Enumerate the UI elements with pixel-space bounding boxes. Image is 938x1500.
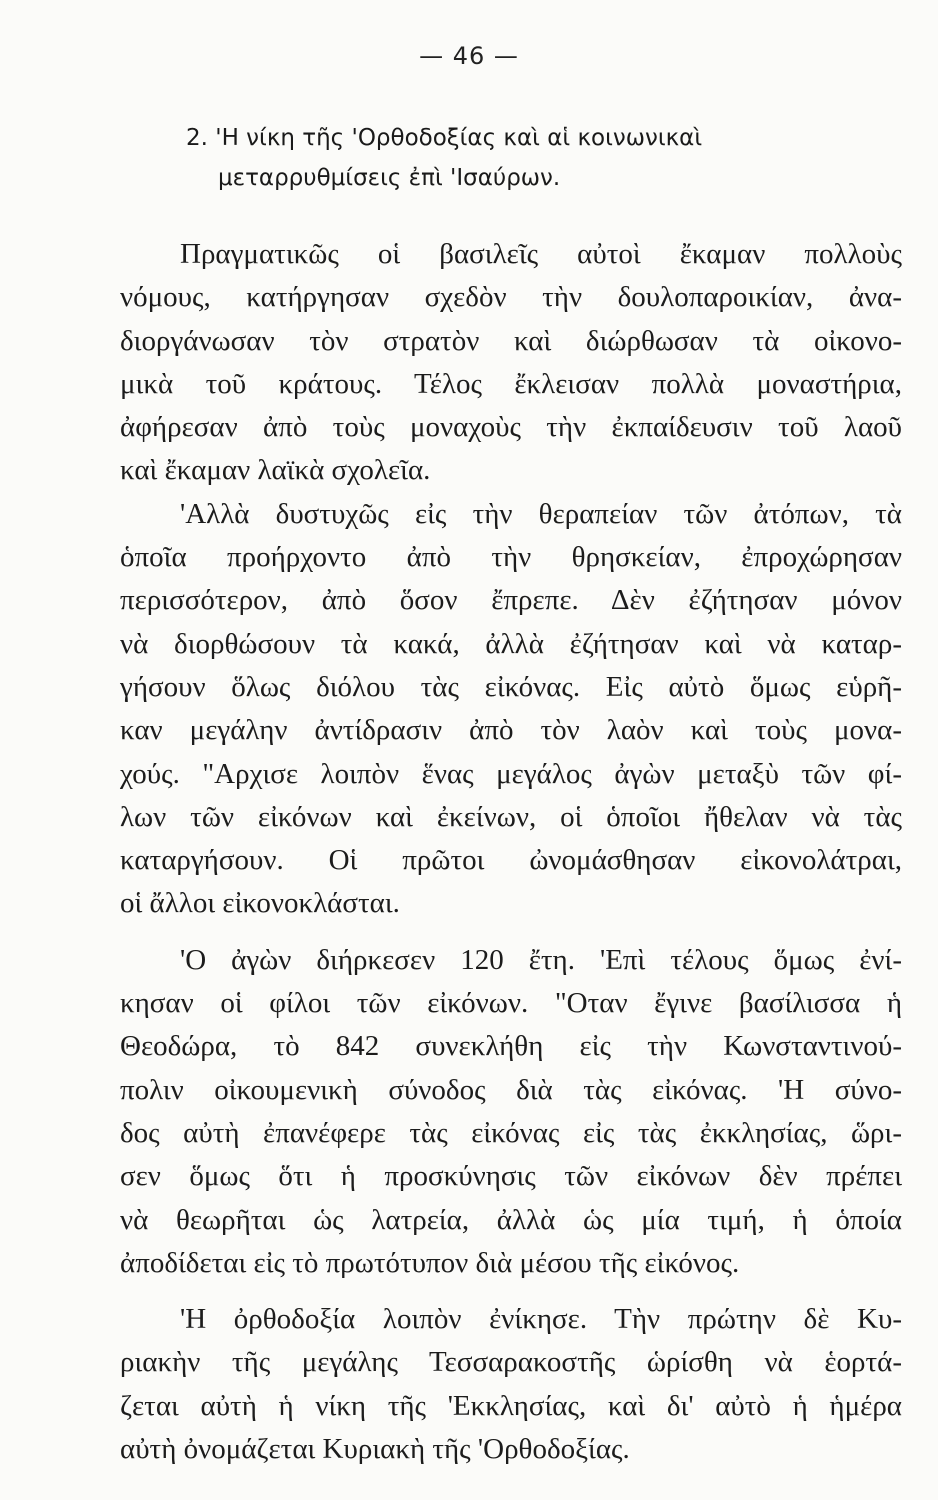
text-line: 'Η ὀρθοδοξία λοιπὸν ἐνίκησε. Τὴν πρώτην δὲ Κυ- — [180, 1303, 902, 1336]
text-line: χούς. "Αρχισε λοιπὸν ἕνας μεγάλος ἀγὼν μεταξὺ τῶν φί- — [120, 757, 902, 790]
text-line: λων τῶν εἰκόνων καὶ ἐκείνων, οἱ ὁποῖοι ἤθελαν νὰ τὰς — [120, 800, 902, 833]
text-line: κησαν οἱ φίλοι τῶν εἰκόνων. "Οταν ἔγινε βασίλισσα ἡ — [120, 987, 902, 1020]
text-line: 'Ο ἀγὼν διήρκεσεν 120 ἔτη. 'Επὶ τέλους ὅμως ἐνί- — [180, 943, 902, 976]
text-line: γήσουν ὅλως διόλου τὰς εἰκόνας. Εἰς αὐτὸ ὅμως εὑρῆ- — [120, 670, 902, 703]
text-line: ζεται αὐτὴ ἡ νίκη τῆς 'Εκκλησίας, καὶ δι' αὐτὸ ἡ ἡμέρα — [120, 1389, 902, 1422]
text-line: ἀποδίδεται εἰς τὸ πρωτότυπον διὰ μέσου τῆς εἰκόνος. — [120, 1246, 740, 1279]
section-heading — [186, 118, 906, 198]
text-line: περισσότερον, ἀπὸ ὅσον ἔπρεπε. Δὲν ἐζήτησαν μόνον — [120, 584, 902, 617]
text-line: ὁποῖα προήρχοντο ἀπὸ τὴν θρησκείαν, ἐπροχώρησαν — [120, 541, 902, 574]
text-line: ριακὴν τῆς μεγάλης Τεσσαρακοστῆς ὡρίσθη νὰ ἑορτά- — [120, 1346, 902, 1379]
text-line: καὶ ἔκαμαν λαϊκὰ σχολεῖα. — [120, 454, 431, 487]
paragraph — [120, 233, 902, 493]
text-line: ἀφήρεσαν ἀπὸ τοὺς μοναχοὺς τὴν ἐκπαίδευσιν τοῦ λαοῦ — [120, 411, 902, 444]
text-line: σεν ὅμως ὅτι ἡ προσκύνησις τῶν εἰκόνων δὲν πρέπει — [120, 1160, 902, 1193]
paragraph — [120, 493, 902, 926]
section-heading-line: μεταρρυθμίσεις ἐπὶ 'Ισαύρων. — [218, 165, 561, 191]
text-line: μικὰ τοῦ κράτους. Τέλος ἔκλεισαν πολλὰ μοναστήρια, — [120, 367, 902, 400]
text-line: Θεοδώρα, τὸ 842 συνεκλήθη εἰς τὴν Κωνσταντινού- — [120, 1030, 902, 1063]
text-line: οἱ ἄλλοι εἰκονοκλάσται. — [120, 887, 400, 920]
text-line: καταργήσουν. Οἱ πρῶτοι ὠνομάσθησαν εἰκονολάτραι, — [120, 844, 902, 877]
text-line: πολιν οἰκουμενικὴ σύνοδος διὰ τὰς εἰκόνας. 'Η σύνο- — [120, 1073, 902, 1106]
text-line: νὰ διορθώσουν τὰ κακά, ἀλλὰ ἐζήτησαν καὶ νὰ καταρ- — [120, 627, 902, 660]
paragraph — [120, 1298, 902, 1471]
text-line: διοργάνωσαν τὸν στρατὸν καὶ διώρθωσαν τὰ οἰκονο- — [120, 324, 902, 357]
paragraph — [120, 939, 902, 1285]
text-line: καν μεγάλην ἀντίδρασιν ἀπὸ τὸν λαὸν καὶ τοὺς μονα- — [120, 714, 902, 747]
section-heading-line: 2. 'Η νίκη τῆς 'Ορθοδοξίας καὶ αἱ κοινωνικαὶ — [186, 125, 703, 151]
text-line: δος αὐτὴ ἐπανέφερε τὰς εἰκόνας εἰς τὰς ἐκκλησίας, ὥρι- — [120, 1116, 902, 1149]
page-number: — 46 — — [419, 42, 519, 70]
text-line: νὰ θεωρῆται ὡς λατρεία, ἀλλὰ ὡς μία τιμή, ἡ ὁποία — [120, 1203, 902, 1236]
text-line: νόμους, κατήργησαν σχεδὸν τὴν δουλοπαροικίαν, ἀνα- — [120, 281, 902, 314]
text-line: 'Αλλὰ δυστυχῶς εἰς τὴν θεραπείαν τῶν ἀτόπων, τὰ — [180, 497, 902, 530]
text-line: αὐτὴ ὀνομάζεται Κυριακὴ τῆς 'Ορθοδοξίας. — [120, 1433, 630, 1466]
body-text — [120, 233, 902, 1471]
text-line: Πραγματικῶς οἱ βασιλεῖς αὐτοὶ ἔκαμαν πολλοὺς — [180, 238, 902, 270]
